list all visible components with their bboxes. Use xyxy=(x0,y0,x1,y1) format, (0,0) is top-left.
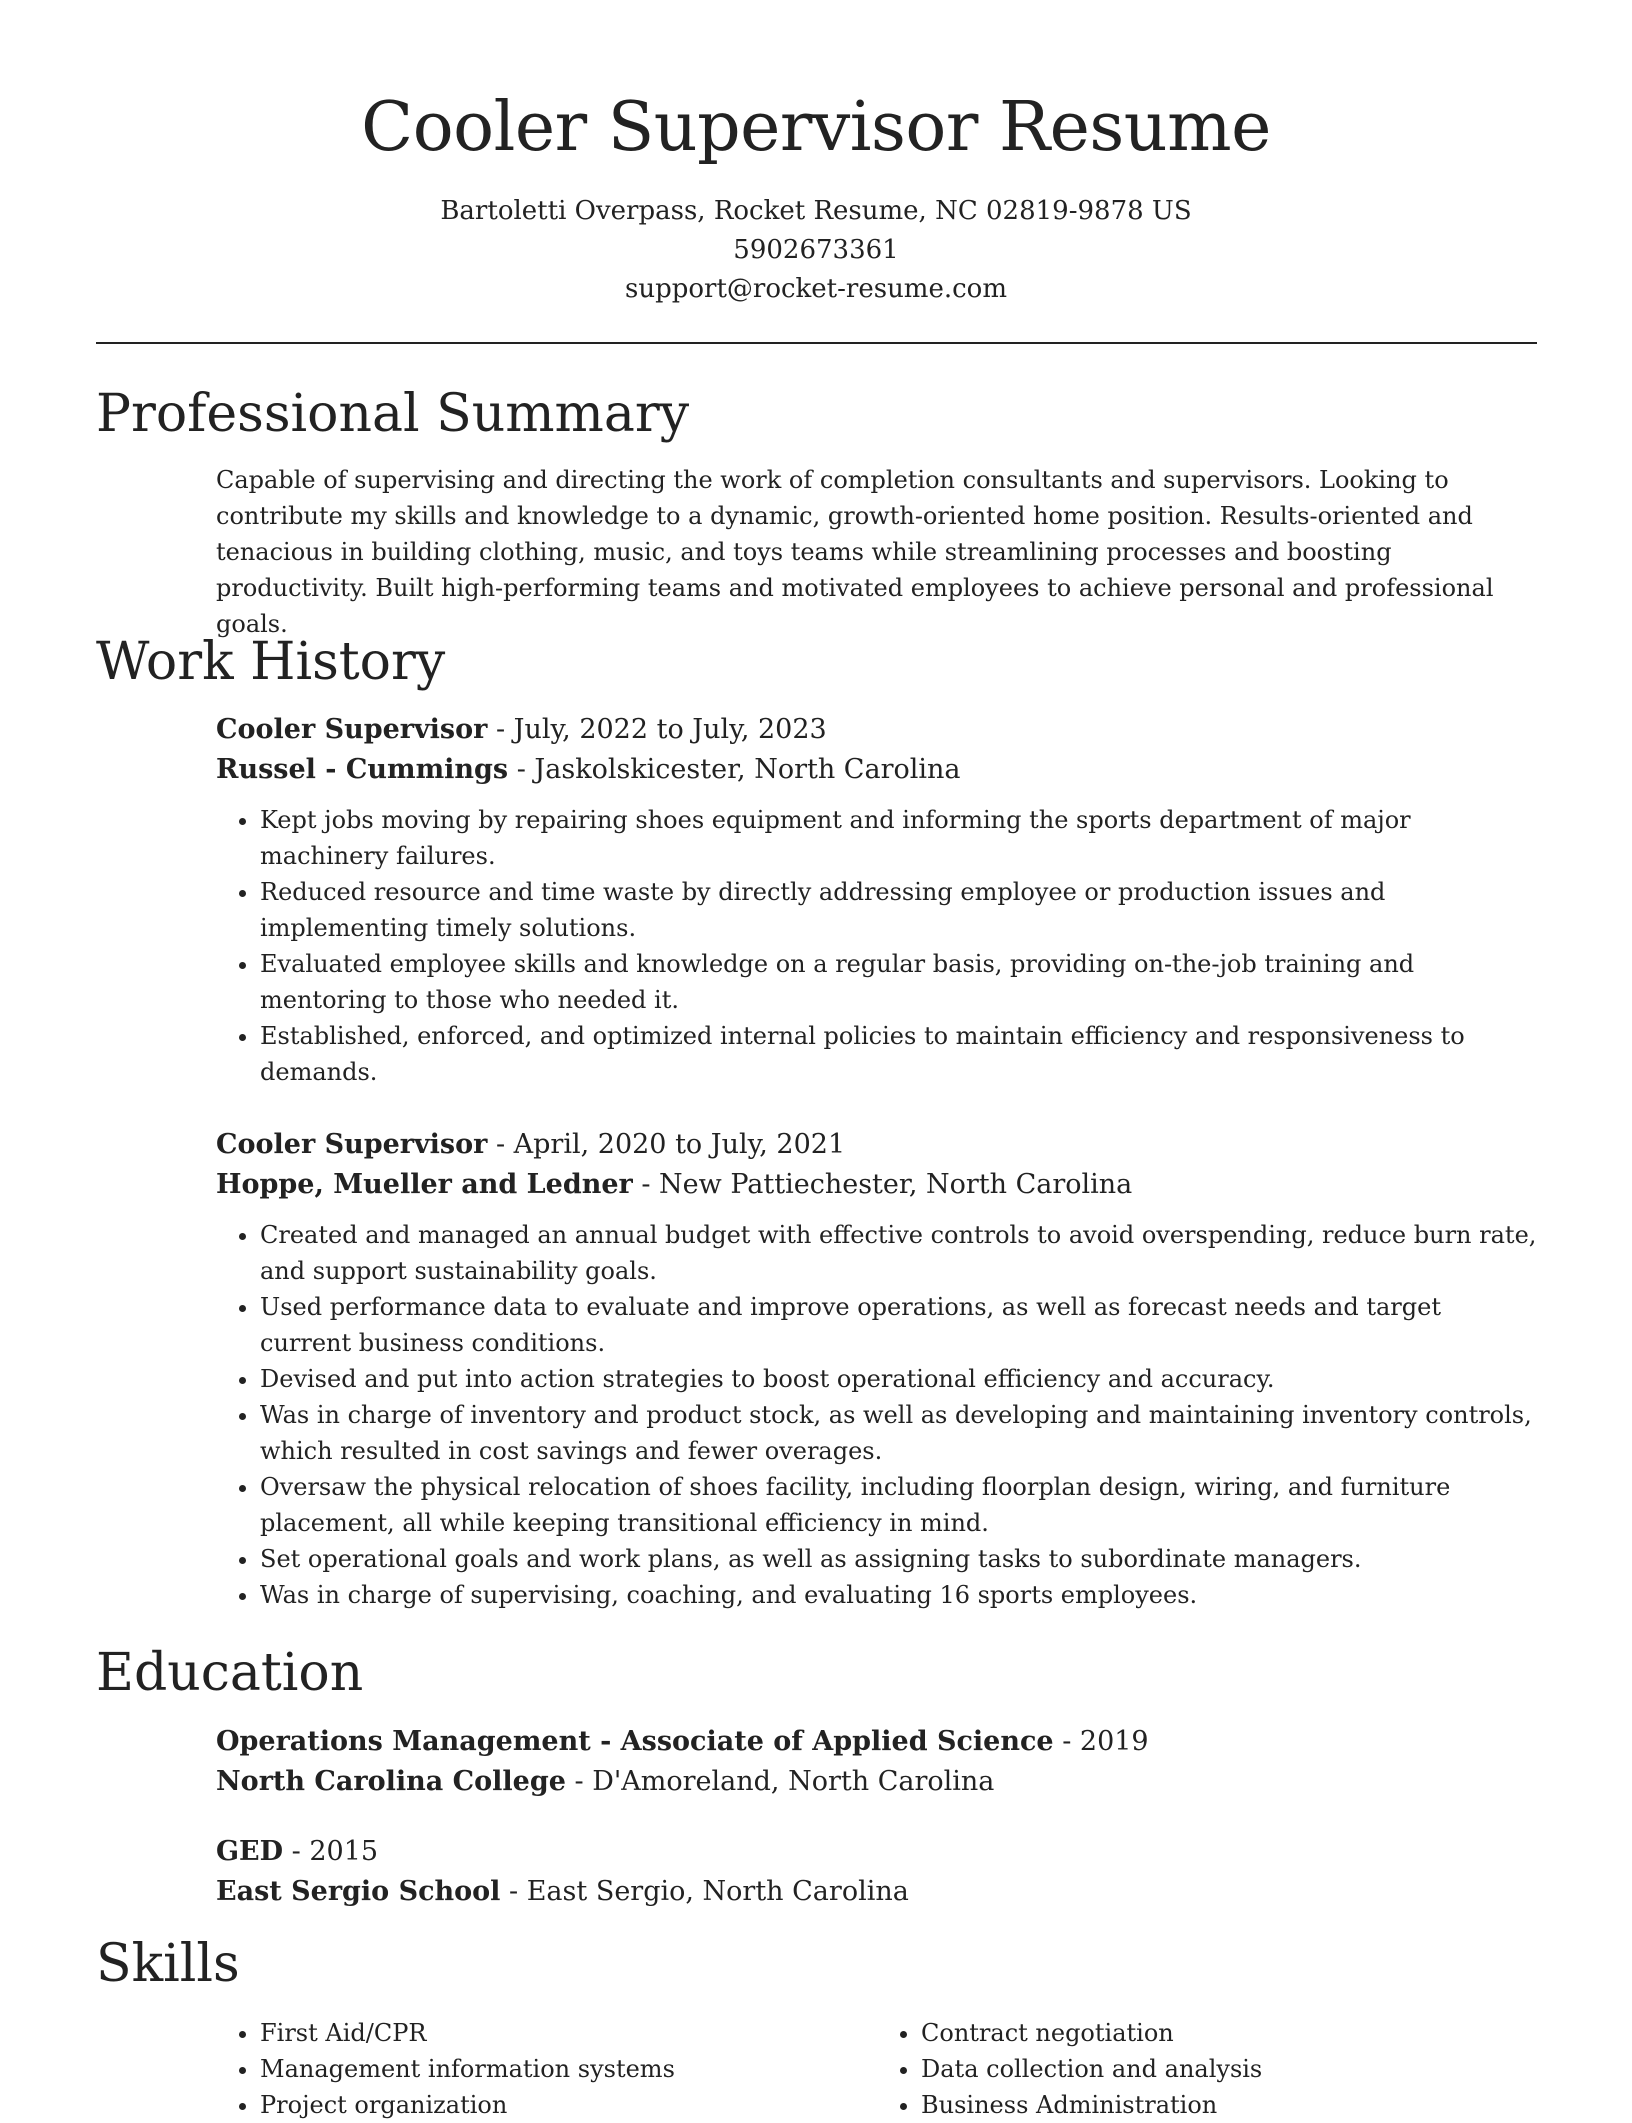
section-title-skills: Skills xyxy=(96,1934,240,1994)
job-location: - Jaskolskicester, North Carolina xyxy=(508,754,961,785)
section-title-work-history: Work History xyxy=(96,632,446,692)
education-entry xyxy=(216,1832,1538,1912)
section-title-summary: Professional Summary xyxy=(96,384,690,444)
education-degree-line xyxy=(216,1832,1538,1872)
skill-item: • Project organization xyxy=(260,2087,877,2123)
job-entry xyxy=(216,710,1538,1090)
education-school-line xyxy=(216,1762,1538,1802)
contact-phone: 5902673361 xyxy=(733,235,899,265)
education-year: - 2019 xyxy=(1053,1726,1149,1757)
job-bullets xyxy=(216,802,1538,1090)
job-bullets xyxy=(216,1217,1538,1613)
skill-item: • Business Administration xyxy=(921,2087,1538,2123)
job-bullet: • Was in charge of inventory and product stock, as well as developing and maintaining inventory controls, which resulted in cost savings and fewer overages. xyxy=(260,1397,1538,1469)
contact-info xyxy=(0,192,1632,309)
resume-header xyxy=(0,0,1632,309)
job-bullet: • Oversaw the physical relocation of shoes facility, including floorplan design, wiring, and furniture placement, all while keeping transitional efficiency in mind. xyxy=(260,1469,1538,1541)
education-school: North Carolina College xyxy=(216,1766,566,1797)
job-company: Russel - Cummings xyxy=(216,754,509,785)
skill-item: • Contract negotiation xyxy=(921,2015,1538,2051)
job-dates: - July, 2022 to July, 2023 xyxy=(487,714,827,745)
contact-address: Bartoletti Overpass, Rocket Resume, NC 02819-9878 US xyxy=(440,196,1192,226)
education-degree-line xyxy=(216,1722,1538,1762)
job-company-line xyxy=(216,1165,1538,1205)
summary-text: Capable of supervising and directing the work of completion consultants and supervisors. Looking to contribute my skills and knowledge to a dynamic, growth-oriented home position. Results-oriented and tenacious in building clothing, music, and toys teams while streamlining processes and boosting productivity. Built high-performing teams and motivated employees to achieve personal and professional goals. xyxy=(216,466,1494,638)
skill-item: • Data collection and analysis xyxy=(921,2051,1538,2087)
education-list xyxy=(216,1722,1538,1912)
education-degree: GED xyxy=(216,1836,284,1867)
skill-item: • Management information systems xyxy=(260,2051,877,2087)
job-title-line xyxy=(216,710,1538,750)
job-position: Cooler Supervisor xyxy=(216,714,488,745)
job-company: Hoppe, Mueller and Ledner xyxy=(216,1169,633,1200)
skill-item: • First Aid/CPR xyxy=(260,2015,877,2051)
education-year: - 2015 xyxy=(283,1836,379,1867)
job-bullet: • Evaluated employee skills and knowledge on a regular basis, providing on-the-job training and mentoring to those who needed it. xyxy=(260,946,1538,1018)
job-title-line xyxy=(216,1125,1538,1165)
job-location: - New Pattiechester, North Carolina xyxy=(632,1169,1133,1200)
job-bullet: • Created and managed an annual budget with effective controls to avoid overspending, reduce burn rate, and support sustainability goals. xyxy=(260,1217,1538,1289)
job-bullet: • Used performance data to evaluate and improve operations, as well as forecast needs and target current business conditions. xyxy=(260,1289,1538,1361)
skills-column-left xyxy=(216,2015,877,2123)
contact-email: support@rocket-resume.com xyxy=(624,274,1007,304)
section-title-education: Education xyxy=(96,1643,364,1703)
job-bullet: • Set operational goals and work plans, as well as assigning tasks to subordinate managers. xyxy=(260,1541,1538,1577)
skills-list xyxy=(216,2015,1538,2123)
job-bullet: • Devised and put into action strategies to boost operational efficiency and accuracy. xyxy=(260,1361,1538,1397)
education-location: - D'Amoreland, North Carolina xyxy=(565,1766,995,1797)
skills-column-right xyxy=(877,2015,1538,2123)
education-degree: Operations Management - Associate of Applied Science xyxy=(216,1726,1054,1757)
job-bullet: • Established, enforced, and optimized internal policies to maintain efficiency and responsiveness to demands. xyxy=(260,1018,1538,1090)
job-entry xyxy=(216,1125,1538,1613)
resume-title: Cooler Supervisor Resume xyxy=(361,88,1271,167)
education-school-line xyxy=(216,1872,1538,1912)
education-location: - East Sergio, North Carolina xyxy=(500,1876,909,1907)
job-bullet: • Kept jobs moving by repairing shoes equipment and informing the sports department of major machinery failures. xyxy=(260,802,1538,874)
job-position: Cooler Supervisor xyxy=(216,1129,488,1160)
education-entry xyxy=(216,1722,1538,1802)
job-bullet: • Was in charge of supervising, coaching, and evaluating 16 sports employees. xyxy=(260,1577,1538,1613)
job-dates: - April, 2020 to July, 2021 xyxy=(487,1129,846,1160)
job-company-line xyxy=(216,750,1538,790)
header-divider xyxy=(96,342,1537,344)
education-school: East Sergio School xyxy=(216,1876,501,1907)
job-bullet: • Reduced resource and time waste by directly addressing employee or production issues and implementing timely solutions. xyxy=(260,874,1538,946)
